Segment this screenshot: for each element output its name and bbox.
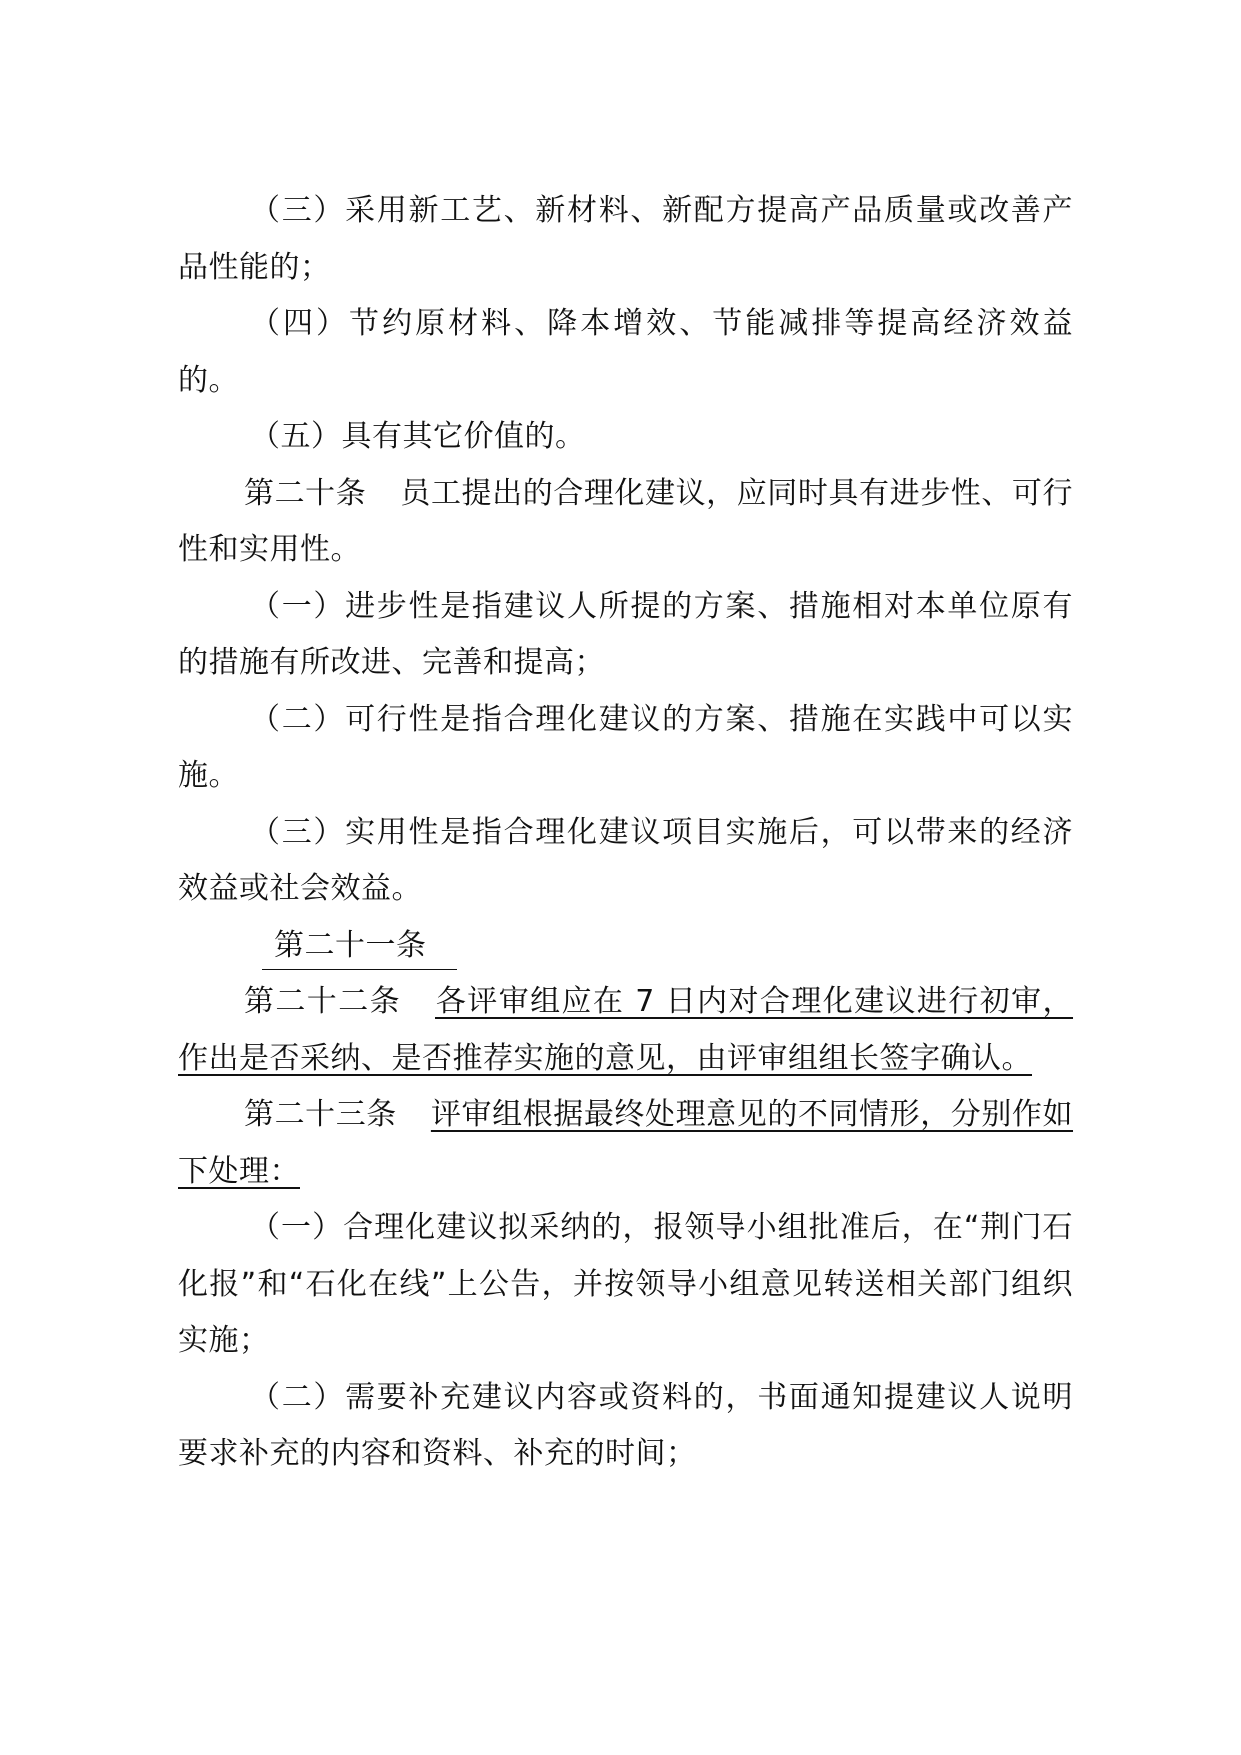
article-23-number: 第二十三条: [244, 1097, 397, 1132]
clause-5-other-value: （五）具有其它价值的。: [250, 419, 586, 454]
article-23-text: 评审组根据最终处理意见的不同情形，分别作如下处理：: [178, 1097, 1074, 1189]
document-body: [178, 183, 1073, 1483]
clause-3-new-process: （三）采用新工艺、新材料、新配方提高产品质量或改善产品性能的；: [178, 193, 1073, 285]
article-20-number: 第二十条: [244, 475, 367, 511]
article-22-text: 各评审组应在 7 日内对合理化建议进行初审，作出是否采纳、是否推荐实施的意见，由评审组组长签字确认。: [178, 984, 1074, 1076]
article-21: [178, 918, 1073, 975]
article-21-number: 第二十一条: [262, 923, 457, 970]
article-23: [178, 1087, 1073, 1200]
article-22: [178, 974, 1073, 1087]
article-20-text: 员工提出的合理化建议，应同时具有进步性、可行性和实用性。: [178, 475, 1074, 567]
clause-3-practicality: （三）实用性是指合理化建议项目实施后，可以带来的经济效益或社会效益。: [178, 814, 1073, 906]
clause-4-save-materials: （四）节约原材料、降本增效、节能减排等提高经济效益的。: [178, 306, 1073, 398]
clause-1-progressiveness: （一）进步性是指建议人所提的方案、措施相对本单位原有的措施有所改进、完善和提高；: [178, 588, 1073, 680]
article-22-number: 第二十二条: [244, 984, 401, 1019]
article-20: [178, 466, 1073, 579]
clause-1-adopted: （一）合理化建议拟采纳的，报领导小组批准后，在“荆门石化报”和“石化在线”上公告，并按领导小组意见转送相关部门组织实施；: [178, 1210, 1073, 1358]
clause-2-feasibility: （二）可行性是指合理化建议的方案、措施在实践中可以实施。: [178, 701, 1073, 793]
clause-2-supplement: （二）需要补充建议内容或资料的，书面通知提建议人说明要求补充的内容和资料、补充的时间；: [178, 1379, 1073, 1471]
